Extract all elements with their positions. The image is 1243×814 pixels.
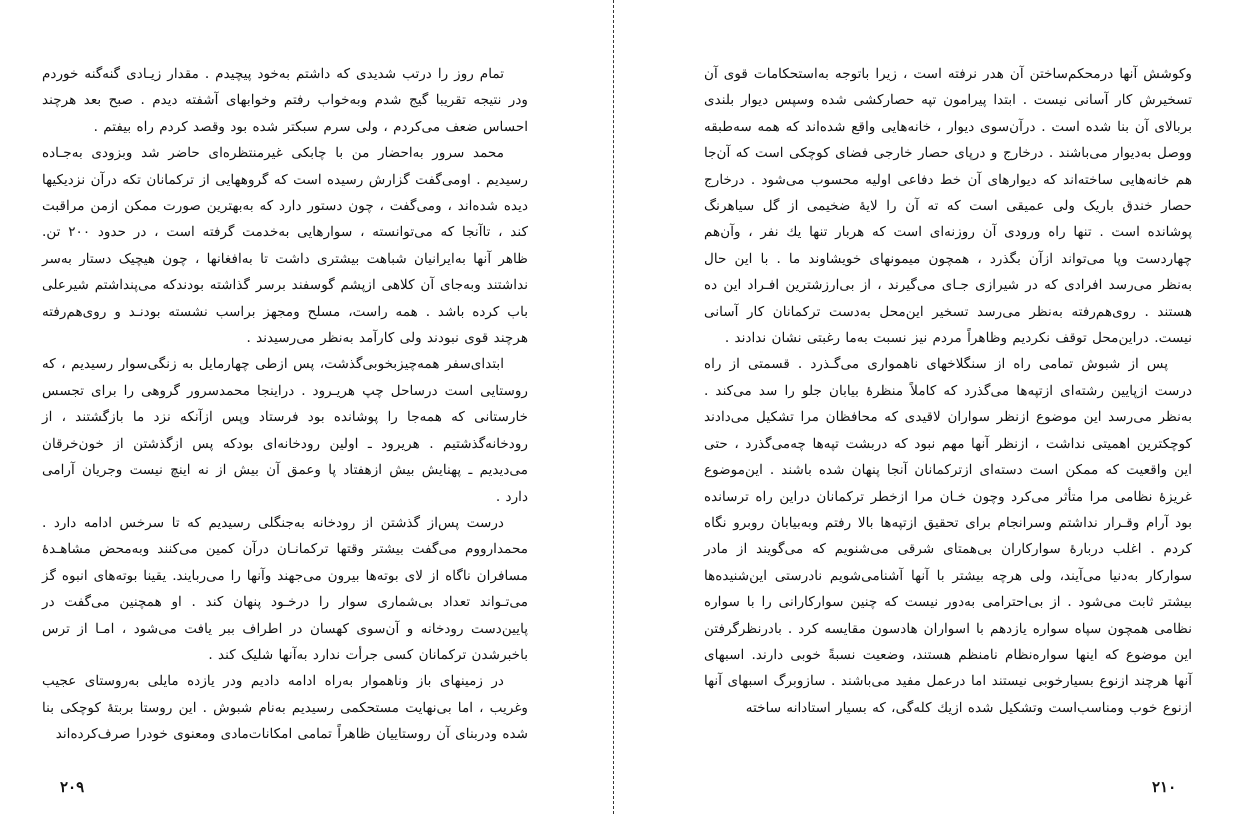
right-page bbox=[616, 0, 1243, 814]
page-number: ۲۱۰ bbox=[1152, 778, 1177, 796]
right-page-text bbox=[704, 61, 1192, 721]
page-divider bbox=[613, 0, 614, 814]
paragraph: محمد سرور به‌احضار من با چابکی غیرمنتظره‌ای حاضر شد وبزودی به‌جـاده رسیدیم . اومی‌گفت گزارش رسیده است که گروههایی از ترکمانان تکه درآن نزدیکیها دیده شده‌اند ، ومی‌گفت ، چون دستور دارد که به‌بهترین صورت ممکن ازمن مراقبت کند ، تاآنجا که می‌توانسته ، سوارهایی به‌خدمت گرفته است ، در حدود ۲۰۰ تن. ظاهر آنها به‌ایرانیان شباهت بیشتری داشت تا به‌افغانها ، چون هیچیک دستار به‌سر نداشتند وبه‌جای آن کلاهی ازپشم گوسفند برسر گذاشته بودندکه می‌پنداشتم شیرعلی باب کرده باشد . همه راست، مسلح ومجهز براسب نشسته بودنـد و روی‌هم‌رفته هرچند قوی نبودند ولی کارآمد به‌نظر می‌رسیدند . bbox=[42, 145, 528, 347]
page-number: ۲۰۹ bbox=[60, 778, 85, 796]
left-page bbox=[0, 0, 614, 814]
paragraph: ابتدای‌سفر همه‌چیزبخوبی‌گذشت، پس ازطی چهارمایل به زنگی‌سوار رسیدیم ، که روستایی است درساحل چپ هریـرود . دراینجا محمدسرور گروهی را برای تجسس خارستانی که همه‌جا را پوشانده بود فرستاد وپس ازآنکه نزد ما بازگشتند ، از رودخانه‌گذشتیم . هریرود ـ اولین رودخانه‌ای بودکه پس ازگذشتن از خون‌خرقان می‌دیدیم ـ پهنایش بیش ازهفتاد پا وعمق آن بیش از نه اینچ نیست وجریان آرامی دارد . bbox=[42, 356, 528, 505]
left-page-text bbox=[42, 61, 528, 748]
paragraph: وکوشش آنها درمحکم‌ساختن آن هدر نرفته است ، زیرا باتوجه به‌استحکامات قوی آن تسخیرش کار آسانی نیست . ابتدا پیرامون تپه حصارکشی شده وسپس دیوار بلندی بربالای آن بنا شده است . درآن‌سوی دیوار ، خانه‌هایی واقع شده‌اند که همه سه‌طبقه ووصل به‌دیوار می‌باشند . درخارج و درپای حصار خارجی فضای کوچکی است که آن‌جا هم خانه‌هایی ساخته‌اند که دیوارهای آن خط دفاعی اولیه محسوب می‌شود . درخارج حصار خندق باریک ولی عمیقی است که ته آن را لایهٔ ضخیمی از گل سیاهرنگ پوشانده است . تنها راه ورودی آن روزنه‌ای است که هربار تنها یك نفر ، وآن‌هم چهاردست وپا می‌تواند ازآن بگذرد ، همچون میمونهای خویشاوند ما . با این حال به‌نظر می‌رسد افرادی که در شیرازی جـای می‌گیرند ، از بی‌ارزشترین افـراد این ده هستند . روی‌هم‌رفته به‌نظر می‌رسد تسخیر این‌محل به‌دست ترکمانان کار آسانی نیست. دراین‌محل توقف نکردیم وظاهراً مردم نیز نسبت به‌ما رغبتی نشان ندادند . bbox=[704, 66, 1192, 347]
paragraph: تمام روز را درتب شدیدی که داشتم به‌خود پیچیدم . مقدار زیـادی گنه‌گنه خوردم ودر نتیجه تقریبا گیج شدم وبه‌خواب رفتم وخوابهای آشفته دیدم . صبح بعد هرچند احساس ضعف می‌کردم ، ولی سرم سبکتر شده بود وقصد کردم راه بیفتم . bbox=[42, 66, 528, 135]
paragraph: پس از شبوش تمامی راه از سنگلاخهای ناهمواری می‌گـذرد . قسمتی از راه درست ازپایین رشته‌ای ازتپه‌ها می‌گذرد که کاملاً منظرهٔ بیابان جلو را سد می‌کند . به‌نظر می‌رسد این موضوع ازنظر سواران لاقیدی که محافظان مرا تشکیل می‌دادند کوچکترین اهمیتی نداشت ، ازنظر آنها مهم نبود که دربشت تپه‌ها چه‌می‌گذرد ، حتی این واقعیت که ممکن است دسته‌ای ازترکمانان آنجا پنهان شده باشند . این‌موضوع غریزهٔ نظامی مرا متأثر می‌کرد وچون خـان مرا ازخطر ترکمانان دراین راه ترسانده بود آرام وقـرار نداشتم وسرانجام برای تحقیق ازتپه‌ها بالا رفتم وبه‌بیابان روبرو نگاه کردم . اغلب دربارهٔ سوارکاران بی‌همتای شرقی می‌شنویم که می‌گویند از مادر سوارکار به‌دنیا می‌آیند، ولی هرچه بیشتر با آنها آشنامی‌شویم نادرستی این‌شنیده‌ها بیشتر ثابت می‌شود . از بی‌احترامی به‌دور نیست که چنین سوارکارانی را با سواره نظامی همچون سپاه سواره یازدهم با اسواران هادسون مقایسه کرد . بادرنظرگرفتن این موضوع که اینها سواره‌نظام نامنظم هستند، وضعیت نسبةً خوبی دارند. اسبهای آنها هرچند ازنوع بسیارخوبی نیستند اما درعمل مفید می‌باشند . سازوبرگ اسبهای آنها ازنوع خوب ومناسب‌است وتشکیل شده ازیك کله‌گی، که بسیار استادانه ساخته bbox=[704, 356, 1192, 716]
paragraph: درست پس‌از گذشتن از رودخانه به‌جنگلی رسیدیم که تا سرخس ادامه دارد . محمدارووم می‌گفت بیشتر وقتها ترکمانـان درآن کمین می‌کنند وبه‌محض مشاهـدهٔ مسافران ناگاه از لای بوته‌ها بیرون می‌جهند وآنها را می‌ربایند. یقینا بوته‌های انبوه گز می‌تـواند تعداد بی‌شماری سوار را درخـود پنهان کند . او همچنین می‌گفت در پایین‌دست رودخانه و آن‌سوی کهسان در اطراف ببر یافت می‌شود ، امـا از ترس باخبرشدن ترکمانان کسی جرأت ندارد به‌آنها شلیک کند . bbox=[42, 514, 528, 663]
paragraph: در زمینهای باز وناهموار به‌راه ادامه دادیم ودر یازده مایلی به‌روستای عجیب وغریب ، اما بی‌نهایت مستحکمی رسیدیم به‌نام شبوش . این روستا بربتهٔ کوچکی بنا شده ودربنای آن روستاییان ظاهراً تمامی امکانات‌مادی ومعنوی خودرا صرف‌کرده‌اند bbox=[42, 673, 528, 743]
